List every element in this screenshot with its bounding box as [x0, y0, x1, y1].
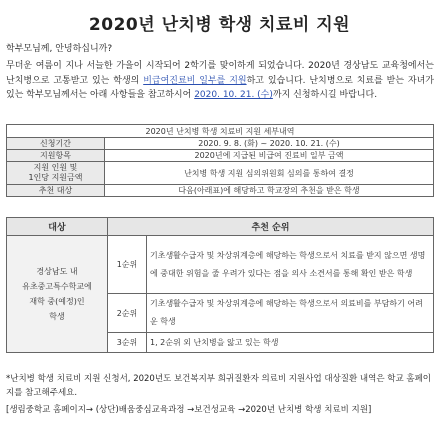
priority-table: [6, 217, 434, 353]
intro-highlight-deadline: 2020. 10. 21. (수): [194, 90, 273, 100]
details-label: 추천 대상: [7, 185, 105, 197]
priority-header-rank: 추천 순위: [108, 218, 434, 236]
details-value: 2020. 9. 8. (화) ~ 2020. 10. 21. (수): [105, 138, 434, 150]
priority-category: 경상남도 내 유초중고특수학교에 재학 중(예정)인 학생: [7, 236, 108, 353]
details-caption: 2020년 난치병 학생 치료비 지원 세부내역: [7, 125, 434, 138]
details-value: 2020년에 지급된 비급여 진료비 일부 금액: [105, 150, 434, 162]
homepage-path: [생림중학교 홈페이지→ (상단)배움중심교육과정 →보건성교육 →2020년 난치병 학생 치료비 지원]: [6, 405, 372, 415]
page-title: 2020년 난치병 학생 치료비 지원: [88, 15, 351, 35]
details-value: 다음(아래표)에 해당하고 학교장의 추천을 받은 학생: [105, 185, 434, 197]
details-label: 신청기간: [7, 138, 105, 150]
intro-text-3: 까지 신청하시길 바랍니다.: [272, 90, 378, 100]
intro-highlight-support: 비급여진료비 일부를 지원: [143, 75, 247, 86]
priority-rank: 3순위: [108, 333, 147, 353]
priority-text: 기초생활수급자 및 차상위계층에 해당하는 학생으로서 의료비를 부담하기 어려운 학생: [147, 294, 434, 333]
priority-text: 기초생활수급자 및 차상위계층에 해당하는 학생으로서 치료를 받지 않으면 생명에 중대한 위험을 줄 우려가 있다는 점을 의사 소견서를 통해 확인 받은 학생: [147, 236, 434, 294]
intro-text-1: 무더운 여름이 지나 서늘한 가을이 시작되어 2학기를 맞이하게 되었습니다. 2020년 경상남도 교육청에서는 난치병으로 고통받고 있는 학생의: [6, 61, 434, 86]
intro-text-2: 하고 있습니다. 난치병으로 치료를 받는 자녀가 있는 학부모님께서는 아래 사항들을 참고하시어: [6, 75, 434, 100]
details-label: 지원항목: [7, 150, 105, 162]
details-label: 지원 인원 및 1인당 지원금액: [7, 162, 105, 185]
priority-header-category: 대상: [7, 218, 108, 236]
details-table: [6, 124, 434, 197]
priority-rank: 2순위: [108, 294, 147, 333]
intro-paragraph: [6, 59, 434, 103]
greeting: 학부모님께, 안녕하십니까?: [6, 44, 113, 54]
priority-rank: 1순위: [108, 236, 147, 294]
footnote: *난치병 학생 치료비 지원 신청서, 2020년도 보건복지부 희귀질환자 의료비 지원사업 대상질환 내역은 학교 홈페이지를 참고해주세요.: [6, 374, 431, 398]
details-value: 난치병 학생 지원 심의위원회 심의를 통하여 결정: [105, 162, 434, 185]
priority-text: 1, 2순위 외 난치병을 앓고 있는 학생: [147, 333, 434, 353]
